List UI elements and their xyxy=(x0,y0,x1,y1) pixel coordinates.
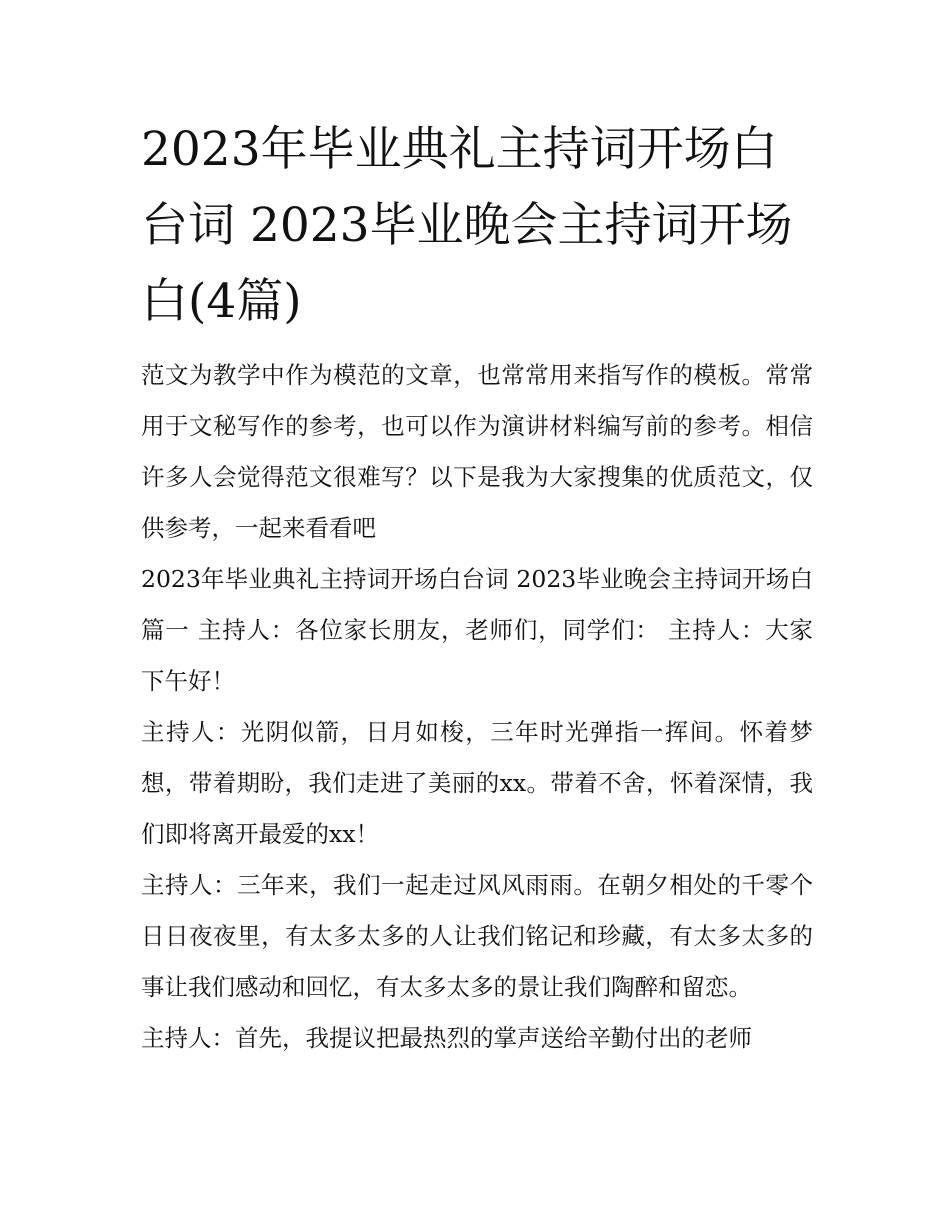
paragraph-host-3: 主持人：首先，我提议把最热烈的掌声送给辛勤付出的老师 xyxy=(141,1024,752,1052)
document-title: 2023年毕业典礼主持词开场白台词 2023毕业晚会主持词开场白(4篇) xyxy=(141,122,793,329)
paragraph-intro: 范文为教学中作为模范的文章，也常常用来指写作的模板。常常用于文秘写作的参考，也可以作为演讲材料编写前的参考。相信许多人会觉得范文很难写？以下是我为大家搜集的优质范文，仅供参考，一起来看看吧 xyxy=(141,361,813,542)
paragraph-opening: 2023年毕业典礼主持词开场白台词 2023毕业晚会主持词开场白篇一 主持人：各位家长朋友，老师们，同学们： 主持人：大家下午好！ xyxy=(141,565,813,695)
paragraph-host-2: 主持人：三年来，我们一起走过风风雨雨。在朝夕相处的千零个日日夜夜里，有太多太多的人让我们铭记和珍藏，有太多太多的事让我们感动和回忆，有太多太多的景让我们陶醉和留恋。 xyxy=(141,871,813,1001)
document-page xyxy=(141,112,813,1064)
paragraph-host-1: 主持人：光阴似箭，日月如梭，三年时光弹指一挥间。怀着梦想，带着期盼，我们走进了美丽的xx。带着不舍，怀着深情，我们即将离开最爱的xx！ xyxy=(141,718,813,848)
